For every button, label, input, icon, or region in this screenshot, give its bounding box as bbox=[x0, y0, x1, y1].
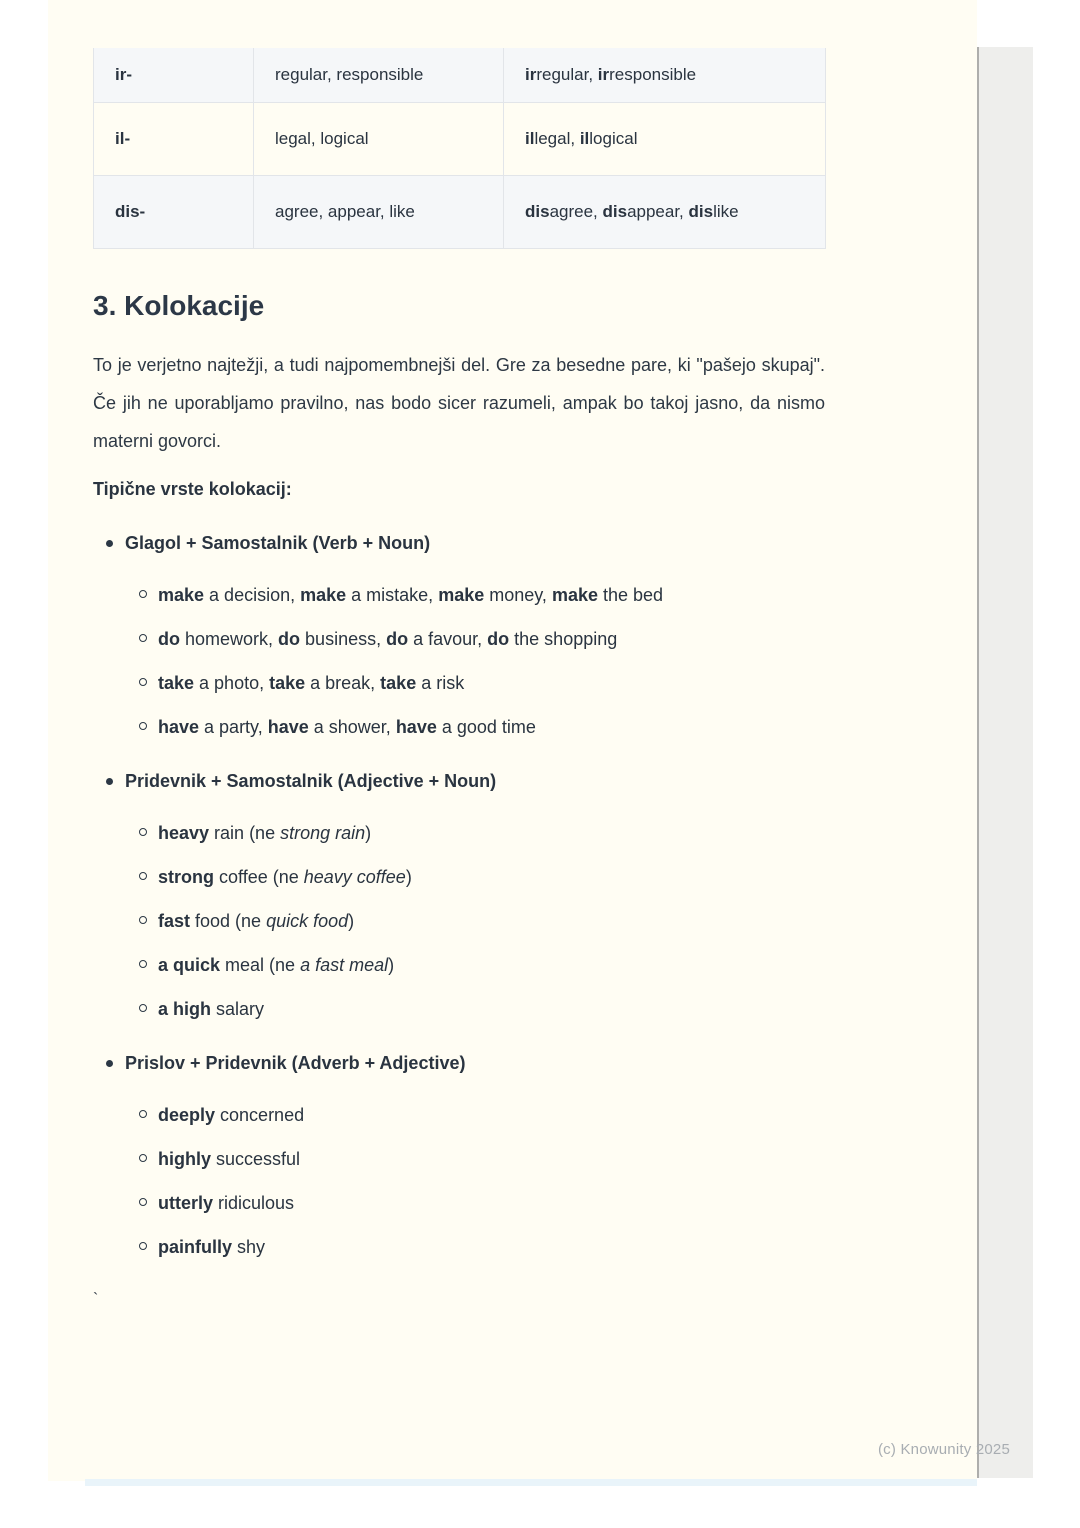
circle-bullet-icon bbox=[139, 1242, 147, 1250]
prefix-cell: il- bbox=[94, 102, 254, 175]
result-cell: irregular, irresponsible bbox=[504, 48, 826, 102]
group-title-label: Prislov + Pridevnik (Adverb + Adjective) bbox=[125, 1052, 466, 1073]
list-item-text: a quick meal (ne a fast meal) bbox=[158, 954, 395, 975]
list-item-text: fast food (ne quick food) bbox=[158, 910, 355, 931]
circle-bullet-icon bbox=[139, 1004, 147, 1012]
list-item bbox=[93, 822, 825, 844]
subheading: Tipične vrste kolokacij: bbox=[93, 478, 292, 499]
section-heading: 3. Kolokacije bbox=[93, 289, 265, 321]
list-item bbox=[93, 1236, 825, 1258]
collocation-group-verb-noun bbox=[93, 532, 825, 738]
circle-bullet-icon bbox=[139, 960, 147, 968]
collocation-group-adverb-adjective bbox=[93, 1052, 825, 1258]
circle-bullet-icon bbox=[139, 1198, 147, 1206]
group-items bbox=[93, 584, 825, 738]
table-row bbox=[94, 175, 826, 248]
list-item bbox=[93, 866, 825, 888]
list-item bbox=[93, 716, 825, 738]
circle-bullet-icon bbox=[139, 1154, 147, 1162]
list-item bbox=[93, 954, 825, 976]
list-item bbox=[93, 672, 825, 694]
circle-bullet-icon bbox=[139, 916, 147, 924]
bullet-icon bbox=[106, 1060, 113, 1067]
prefix-table bbox=[93, 48, 826, 249]
circle-bullet-icon bbox=[139, 590, 147, 598]
list-item bbox=[93, 584, 825, 606]
examples-cell: legal, logical bbox=[254, 102, 504, 175]
result-cell: disagree, disappear, dislike bbox=[504, 175, 826, 248]
circle-bullet-icon bbox=[139, 722, 147, 730]
list-item-text: utterly ridiculous bbox=[158, 1192, 295, 1213]
list-item-text: do homework, do business, do a favour, do the shopping bbox=[158, 628, 618, 649]
circle-bullet-icon bbox=[139, 634, 147, 642]
page-bottom-edge bbox=[85, 1479, 977, 1486]
group-items bbox=[93, 1104, 825, 1258]
list-item bbox=[93, 910, 825, 932]
scrollbar-track[interactable] bbox=[977, 47, 1033, 1478]
list-item-text: highly successful bbox=[158, 1148, 301, 1169]
group-title-label: Glagol + Samostalnik (Verb + Noun) bbox=[125, 532, 431, 553]
intro-paragraph: To je verjetno najtežji, a tudi najpomembnejši del. Gre za besedne pare, ki "pašejo skupaj". Če jih ne uporabljamo pravilno, nas bodo sicer razumeli, ampak bo takoj jasno, da nismo materni govorci. bbox=[93, 354, 825, 451]
page-content bbox=[93, 0, 825, 1310]
bullet-icon bbox=[106, 540, 113, 547]
group-items bbox=[93, 822, 825, 1020]
collocation-group-adjective-noun bbox=[93, 770, 825, 1020]
circle-bullet-icon bbox=[139, 1110, 147, 1118]
list-item bbox=[93, 1104, 825, 1126]
stray-backtick: ` bbox=[93, 1290, 99, 1308]
prefix-cell: dis- bbox=[94, 175, 254, 248]
circle-bullet-icon bbox=[139, 828, 147, 836]
list-item-text: heavy rain (ne strong rain) bbox=[158, 822, 372, 843]
list-item-text: have a party, have a shower, have a good time bbox=[158, 716, 536, 737]
list-item bbox=[93, 1148, 825, 1170]
group-title bbox=[93, 1052, 825, 1074]
list-item-text: deeply concerned bbox=[158, 1104, 305, 1125]
circle-bullet-icon bbox=[139, 678, 147, 686]
circle-bullet-icon bbox=[139, 872, 147, 880]
list-item-text: strong coffee (ne heavy coffee) bbox=[158, 866, 412, 887]
prefix-cell: ir- bbox=[94, 48, 254, 102]
group-title bbox=[93, 532, 825, 554]
list-item-text: make a decision, make a mistake, make money, make the bed bbox=[158, 584, 664, 605]
list-item-text: a high salary bbox=[158, 998, 265, 1019]
list-item bbox=[93, 1192, 825, 1214]
list-item-text: painfully shy bbox=[158, 1236, 266, 1257]
document-page bbox=[48, 0, 977, 1481]
examples-cell: agree, appear, like bbox=[254, 175, 504, 248]
examples-cell: regular, responsible bbox=[254, 48, 504, 102]
group-title-label: Pridevnik + Samostalnik (Adjective + Noun) bbox=[125, 770, 497, 791]
list-item bbox=[93, 628, 825, 650]
bullet-icon bbox=[106, 778, 113, 785]
group-title bbox=[93, 770, 825, 792]
result-cell: illegal, illogical bbox=[504, 102, 826, 175]
footer-credit: (c) Knowunity 2025 bbox=[877, 1441, 1010, 1458]
table-row bbox=[94, 102, 826, 175]
list-item bbox=[93, 998, 825, 1020]
table-row bbox=[94, 48, 826, 102]
list-item-text: take a photo, take a break, take a risk bbox=[158, 672, 465, 693]
